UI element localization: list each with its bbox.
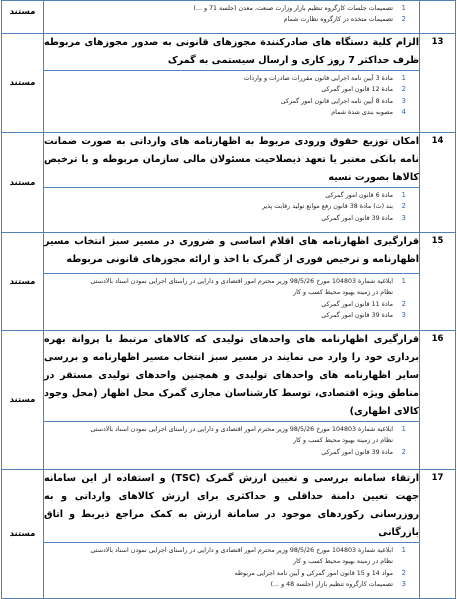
table-row bbox=[2, 188, 456, 233]
reference-item: 1 ابلاغیة شمارة 104803 مورخ 98/5/26 وزیر محترم امور اقتصادی و دارایی در راستای اجرایی نمودن اسناد بالادستی bbox=[90, 425, 406, 433]
reference-item: نظام در زمینة بهبود محیط کسب و کار bbox=[293, 558, 393, 566]
document-label: مستند bbox=[2, 470, 44, 599]
table-row bbox=[2, 71, 456, 133]
rules-table bbox=[1, 0, 456, 599]
row-title: ارتقاء سامانه بررسی و تعیین ارزش گمرک (TSC) و استفاده از این سامانه جهت تعیین دامنة حداقلی و حداکثری برای ارزش کالاهای وارداتی و به روزرسانی رکوردهای موجود در سامانة ارزش به کمک مراجع ذیربط و اتاق بازرگانی bbox=[44, 470, 420, 543]
reference-item: 1 مادة 6 قانون امور گمرکی bbox=[325, 191, 406, 199]
references-cell bbox=[44, 274, 420, 331]
table-row bbox=[2, 1, 456, 34]
table-row bbox=[2, 274, 456, 331]
references-list bbox=[44, 274, 419, 323]
row-title: الزام کلیة دستگاه های صادرکنندة مجوزهای قانونی به صدور مجوزهای مربوطه ظرف حداکثر 7 روز کاری و ارسال سیستمی به گمرک bbox=[44, 34, 420, 71]
reference-item: 3 تصمیمات کارگروه تنظیم بازار (جلسة 48 و ...) bbox=[270, 579, 406, 588]
references-cell bbox=[44, 422, 420, 470]
reference-item: 3 مادة 8 آیین نامه اجرایی قانون امور گمرکی bbox=[280, 96, 406, 105]
references-list bbox=[44, 71, 419, 120]
document-label: مستند bbox=[2, 133, 44, 233]
reference-item: 1 تصمیمات جلسات کارگروه تنظیم بازار وزارت صنعت، معدن (جلسة 71 و ...) bbox=[193, 4, 406, 12]
row-title: قرارگیری اظهارنامه های واحدهای تولیدی که کالاهای مرتبط با پروانة بهره برداری خود را وارد می نمایند در مسیر سبز انتخاب مسیر اظهارنامه و بررسی سایر اظهارنامه های واحدهای تولیدی و همچنین واحدهای تولیدی مستقر در مناطق ویژه اقتصادی، توسط کارشناسان مجازی گمرک محل اظهار (محل وجود کالای اظهاری) bbox=[44, 331, 420, 422]
references-cell bbox=[44, 1, 420, 34]
reference-item: نظام در زمینة بهبود محیط کسب و کار bbox=[293, 437, 393, 445]
reference-item: 2 بند (ث) مادة 38 قانون رفع موانع تولید رقابت پذیر bbox=[262, 202, 406, 211]
table-row bbox=[2, 133, 456, 188]
reference-item: نظام در زمینة بهبود محیط کسب و کار bbox=[293, 289, 393, 297]
reference-item: 1 ابلاغیة شمارة 104803 مورخ 98/5/26 وزیر محترم امور اقتصادی و دارایی در راستای اجرایی نمودن اسناد بالادستی bbox=[90, 546, 406, 554]
document-label: مستند bbox=[2, 331, 44, 470]
reference-item: 3 مادة 39 قانون امور گمرکی bbox=[321, 213, 406, 222]
reference-item: 2 مادة 11 قانون امور گمرکی bbox=[321, 299, 406, 308]
document-label: مستند bbox=[2, 34, 44, 133]
table-row bbox=[2, 34, 456, 71]
reference-item: 3 مادة 39 قانون امور گمرکی bbox=[321, 310, 406, 319]
row-number: 15 bbox=[420, 233, 456, 331]
document-label: مستند bbox=[2, 233, 44, 331]
reference-item: 1 ابلاغیة شمارة 104803 مورخ 98/5/26 وزیر محترم امور اقتصادی و دارایی در راستای اجرایی نمودن اسناد بالادستی bbox=[90, 277, 406, 285]
references-list bbox=[44, 188, 419, 226]
row-number: 14 bbox=[420, 133, 456, 233]
reference-item: 1 مادة 3 آیین نامة اجرایی قانون مقررات صادرات و واردات bbox=[243, 74, 406, 82]
table-row bbox=[2, 331, 456, 422]
reference-item: 2 تصمیمات متخذه در کارگروه نظارت شمام bbox=[283, 15, 406, 24]
row-title: امکان توزیع حقوق ورودی مربوط به اظهارنامه های وارداتی به صورت ضمانت نامه بانکی معتبر یا تعهد ذیصلاحیت مسئولان مالی سازمان مربوطه و یا ترخیص کالاها بصورت نسیه bbox=[44, 133, 420, 188]
references-list bbox=[44, 422, 419, 460]
document-label: مستند bbox=[2, 1, 44, 34]
row-number: 17 bbox=[420, 470, 456, 599]
row-number: 16 bbox=[420, 331, 456, 470]
reference-item: 2 مادة 39 قانون امور گمرکی bbox=[321, 447, 406, 456]
table-row bbox=[2, 233, 456, 274]
reference-item: 2 مواد 14 و 15 قانون امور گمرکی و آیین نامة اجرایی مربوطه bbox=[234, 568, 406, 577]
references-cell bbox=[44, 543, 420, 599]
reference-item: 2 مادة 12 قانون امور گمرکی bbox=[321, 85, 406, 94]
row-title: قرارگیری اظهارنامه های اقلام اساسی و ضروری در مسیر سبز انتخاب مسیر اظهارنامه و ترخیص فوری از گمرک با اخذ و ارائه مجوزهای قانونی مربوطه bbox=[44, 233, 420, 274]
row-number bbox=[420, 1, 456, 34]
table-row bbox=[2, 543, 456, 599]
row-number: 13 bbox=[420, 34, 456, 133]
table-row bbox=[2, 422, 456, 470]
references-cell bbox=[44, 71, 420, 133]
references-list bbox=[44, 543, 419, 592]
reference-item: 4 مصوبه بندی شدة شمام bbox=[331, 107, 406, 116]
references-list bbox=[44, 1, 419, 28]
table-row bbox=[2, 470, 456, 543]
references-cell bbox=[44, 188, 420, 233]
